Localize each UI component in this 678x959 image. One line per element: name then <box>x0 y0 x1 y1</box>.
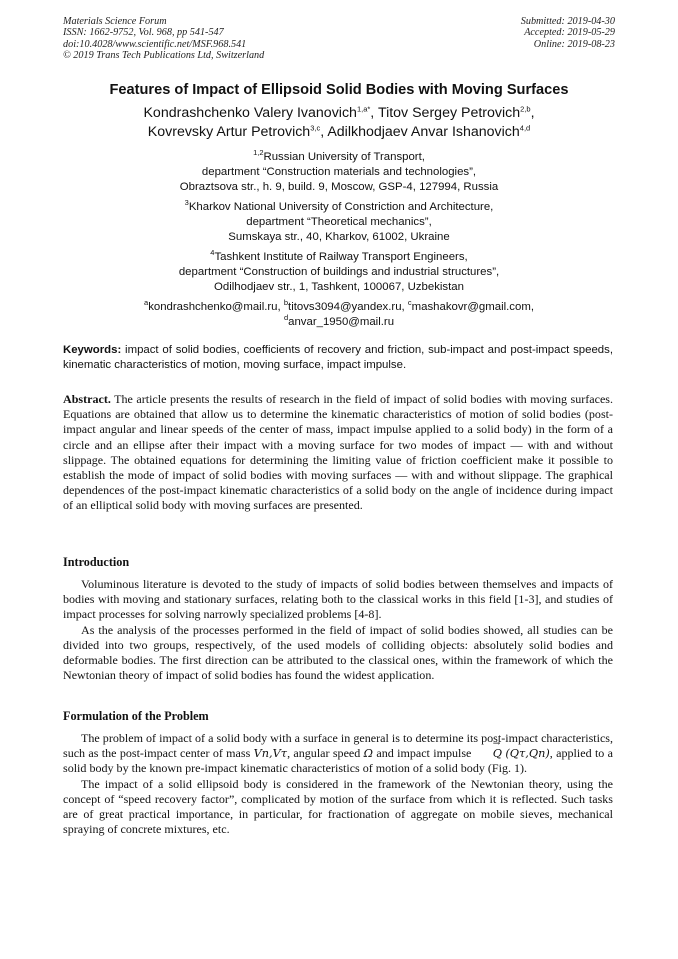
introduction-body <box>63 577 613 683</box>
author-sup: 2,b <box>520 104 531 114</box>
email-sup: c <box>407 298 412 308</box>
keywords-block <box>63 343 613 373</box>
impulse-vector-symbol: → Q <box>475 746 502 761</box>
keywords-label: Keywords: <box>63 344 122 356</box>
affiliation-line: Kharkov National University of Constriction and Architecture, <box>188 201 494 213</box>
author-sup: 1,a* <box>356 104 371 114</box>
omega-symbol: Ω <box>363 747 374 761</box>
author-name: Titov Sergey Petrovich <box>377 105 521 121</box>
speed-variables: Vn,Vτ <box>253 747 288 761</box>
introduction-heading: Introduction <box>63 555 130 569</box>
email-sup: b <box>283 298 289 308</box>
accepted-date: Accepted: 2019-05-29 <box>524 27 615 39</box>
doi-line[interactable]: doi:10.4028/www.scientific.net/MSF.968.541 <box>63 38 247 50</box>
copyright-line: © 2019 Trans Tech Publications Ltd, Switzerland <box>63 50 265 62</box>
author-name: Adilkhodjaev Anvar Ishanovich <box>327 124 520 140</box>
issn-line: ISSN: 1662-9752, Vol. 968, pp 541-547 <box>63 27 224 39</box>
affiliation-sup: 3 <box>184 198 189 208</box>
author-sup: 4,d <box>519 123 531 133</box>
email-link[interactable]: kondrashchenko@mail.ru, <box>148 301 281 313</box>
affiliation-line: department “Construction of buildings and industrial structures”, <box>178 265 500 278</box>
email-link[interactable]: mashakovr@gmail.com, <box>411 301 534 313</box>
affiliation-line: Sumskaya str., 40, Kharkov, 61002, Ukraine <box>228 230 450 243</box>
paragraph: Voluminous literature is devoted to the study of impacts of solid bodies between themselves and impacts of bodies with moving and stationary surfaces, relating both to the classical works in this field [1-3], and studies of impact processes for solving narrowly specialized problems [4-8]. <box>63 577 613 622</box>
abstract-block <box>63 392 613 514</box>
author-sup: 3,c <box>310 123 321 133</box>
paragraph <box>63 731 613 777</box>
abstract-label: Abstract. <box>63 392 111 406</box>
email-link[interactable]: anvar_1950@mail.ru <box>288 316 395 328</box>
email-sup: d <box>283 313 289 323</box>
author-name: Kovrevsky Artur Petrovich <box>147 124 311 140</box>
online-date: Online: 2019-08-23 <box>533 38 615 50</box>
text-run: , applied to a solid body by the known pre-impact kinematic characteristics of motion of a solid body (Fig. 1). <box>63 746 613 776</box>
paragraph: As the analysis of the processes performed in the field of impact of solid bodies showed, all studies can be divided into two groups, respectively, of the used models of colliding objects: absolutely solid bodies and deformable bodies. The first direction can be attributed to the classical ones, within the framework of which the Newtonian theory of impact of solid bodies has found the widest application. <box>63 622 613 683</box>
affiliation-sup: 4 <box>210 248 215 258</box>
paper-title: Features of Impact of Ellipsoid Solid Bodies with Moving Surfaces <box>109 82 569 98</box>
email-block <box>0 300 678 330</box>
dates-header <box>521 16 615 50</box>
email-link[interactable]: titovs3094@yandex.ru, <box>288 301 405 313</box>
affiliation-1 <box>0 150 678 194</box>
impulse-components: (Qτ,Qn) <box>505 747 550 761</box>
paragraph: The impact of a solid ellipsoid body is considered in the framework of the Newtonian theory, using the concept of “speed recovery factor”, complicated by motion of the surface from which it is reflected. Such tasks are of great practical importance, in particular, for fractionation of aggregate on mobile sieves, mechanical spraying of concrete mixtures, etc. <box>63 776 613 837</box>
affiliation-line: Odilhodjaev str., 1, Tashkent, 100067, Uzbekistan <box>214 280 464 293</box>
affiliation-2 <box>0 200 678 244</box>
author-name: Kondrashchenko Valery Ivanovich <box>143 105 357 121</box>
submitted-date: Submitted: 2019-04-30 <box>520 16 615 27</box>
journal-header <box>63 16 264 62</box>
affiliation-line: Tashkent Institute of Railway Transport Engineers, <box>214 251 468 263</box>
affiliation-line: department “Construction materials and technologies”, <box>201 165 477 178</box>
keywords-text: impact of solid bodies, coefficients of recovery and friction, sub-impact and post-impact speeds, kinematic characteristics of motion, moving surface, impact impulse. <box>63 344 613 371</box>
affiliation-3 <box>0 250 678 294</box>
affiliation-line: Russian University of Transport, <box>263 151 425 163</box>
affiliation-sup: 1,2 <box>253 148 264 158</box>
email-sup: a <box>144 298 149 308</box>
journal-name: Materials Science Forum <box>63 16 167 27</box>
formulation-body <box>63 731 613 837</box>
text-run: The problem of impact of a solid body with a surface in general is to determine its post-impact characteristics, such as the post-impact center of mass <box>63 731 613 761</box>
author-list: Kondrashchenko Valery Ivanovich$^{1,a*}$, Titov Sergey Petrovich$^{2,b}$, Kovrevsky Artur Petrovich$^{3,c}$, Adilkhodjaev Anvar Ishanovich$^{4,d}$ <box>143 104 535 140</box>
formulation-heading: Formulation of the Problem <box>63 709 209 723</box>
affiliation-line: Obraztsova str., h. 9, build. 9, Moscow, GSP-4, 127994, Russia <box>179 180 499 193</box>
text-run: , angular speed <box>287 746 361 761</box>
text-run: and impact impulse <box>376 746 472 761</box>
affiliation-line: department “Theoretical mechanics”, <box>246 215 432 228</box>
abstract-text: The article presents the results of research in the field of impact of solid bodies with moving surfaces. Equations are obtained that allow us to determine the kinematic characteristics of motion of solid bodies (post-impact angular and linear speeds of the center of mass, impact impulse applied to a solid body) in the form of a circle and an ellipse after their impact with a moving surface for two modes of impact — with and without slippage. The obtained equations for determining the limiting value of friction coefficient make it possible to establish the mode of impact of solid bodies with moving surfaces — with and without slippage. The graphical dependences of the post-impact kinematic characteristics of a solid body on the angle of incidence during impact of an elliptical solid body with moving surfaces are presented. <box>63 392 613 513</box>
